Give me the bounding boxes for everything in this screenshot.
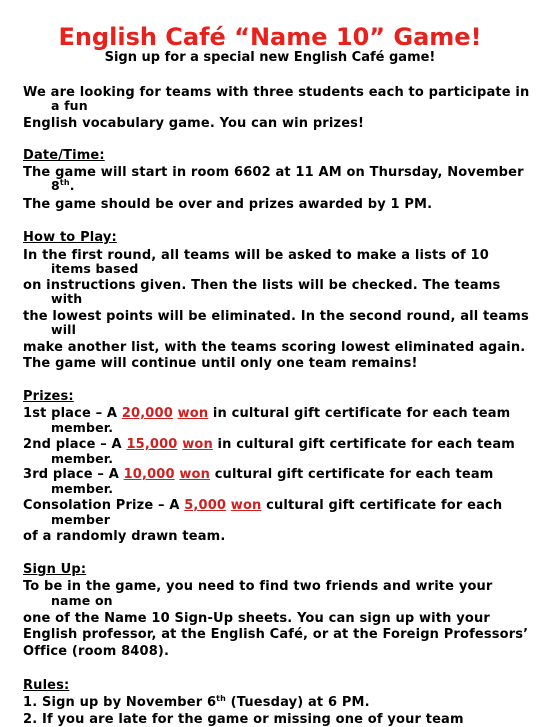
sign-up-line-1-wrap: name on [51, 593, 113, 608]
prize-2nd-wrap: member. [51, 451, 114, 466]
prize-consolation-currency: won [230, 498, 262, 513]
date-period: . [69, 178, 75, 193]
prize-2nd-label: 2nd place – A [23, 437, 127, 452]
prize-2nd-amount: 15,000 [126, 437, 178, 452]
rule-1-ordinal: th [216, 694, 226, 703]
how-to-play-line-1-wrap: items based [51, 261, 139, 276]
prize-consolation-line-2: of a randomly drawn team. [23, 529, 226, 544]
prizes-heading: Prizes: [23, 389, 74, 404]
prize-2nd-line [23, 437, 515, 452]
date-time-line-1-wrap [51, 178, 75, 193]
sign-up-line-4: Office (room 8408). [23, 644, 170, 659]
how-to-play-line-2-wrap: with [51, 291, 83, 306]
prize-3rd-label: 3rd place – A [23, 467, 124, 482]
prize-1st-wrap: member. [51, 420, 114, 435]
how-to-play-line-3: the lowest points will be eliminated. In the second round, all teams [23, 309, 529, 324]
rules-heading: Rules: [23, 678, 70, 693]
sign-up-line-2: one of the Name 10 Sign-Up sheets. You can sign up with your [23, 611, 490, 626]
prize-consolation-desc: cultural gift certificate for each [261, 498, 503, 513]
prize-3rd-line [23, 467, 493, 482]
date-time-line-1: The game will start in room 6602 at 11 AM on Thursday, November [23, 165, 524, 180]
date-ordinal: th [59, 178, 70, 187]
prize-1st-amount: 20,000 [121, 406, 173, 421]
rule-2: 2. If you are late for the game or missing one of your team [23, 712, 464, 727]
date-day: 8 [51, 178, 60, 193]
prize-1st-label: 1st place – A [23, 406, 122, 421]
prize-consolation-label: Consolation Prize – A [23, 498, 185, 513]
prize-3rd-currency: won [179, 467, 211, 482]
flyer-title: English Café “Name 10” Game! [58, 23, 482, 51]
prize-2nd-desc: in cultural gift certificate for each team [212, 437, 515, 452]
how-to-play-line-4: make another list, with the teams scoring lowest eliminated again. [23, 340, 526, 355]
flyer-subtitle: Sign up for a special new English Café game! [104, 50, 436, 65]
prize-3rd-desc: cultural gift certificate for each team [210, 467, 494, 482]
rule-1-time: (Tuesday) at 6 PM. [226, 695, 370, 710]
how-to-play-line-2: on instructions given. Then the lists will be checked. The teams [23, 278, 501, 293]
prize-3rd-amount: 10,000 [123, 467, 175, 482]
how-to-play-line-1: In the first round, all teams will be asked to make a lists of 10 [23, 248, 489, 263]
rule-1 [23, 695, 370, 710]
sign-up-line-3: English professor, at the English Café, or at the Foreign Professors’ [23, 627, 529, 642]
prize-1st-desc: in cultural gift certificate for each team [208, 406, 511, 421]
prize-consolation-wrap: member [51, 512, 111, 527]
sign-up-line-1: To be in the game, you need to find two friends and write your [23, 579, 493, 594]
how-to-play-line-5: The game will continue until only one team remains! [23, 356, 418, 371]
prize-3rd-wrap: member. [51, 481, 114, 496]
how-to-play-heading: How to Play: [23, 230, 117, 245]
prize-consolation-amount: 5,000 [184, 498, 227, 513]
prize-2nd-currency: won [182, 437, 213, 452]
date-time-line-2: The game should be over and prizes awarded by 1 PM. [23, 197, 433, 212]
intro-line-2: English vocabulary game. You can win prizes! [23, 116, 365, 131]
prize-consolation-line [23, 498, 502, 513]
rule-1-text: 1. Sign up by November 6 [23, 695, 217, 710]
how-to-play-line-3-wrap: will [51, 322, 77, 337]
intro-line-1-wrap: a fun [51, 98, 88, 113]
prize-1st-currency: won [177, 406, 209, 421]
prize-1st-line [23, 406, 510, 421]
date-time-heading: Date/Time: [23, 148, 105, 163]
intro-line-1: We are looking for teams with three students each to participate in [23, 85, 530, 100]
sign-up-heading: Sign Up: [23, 562, 87, 577]
